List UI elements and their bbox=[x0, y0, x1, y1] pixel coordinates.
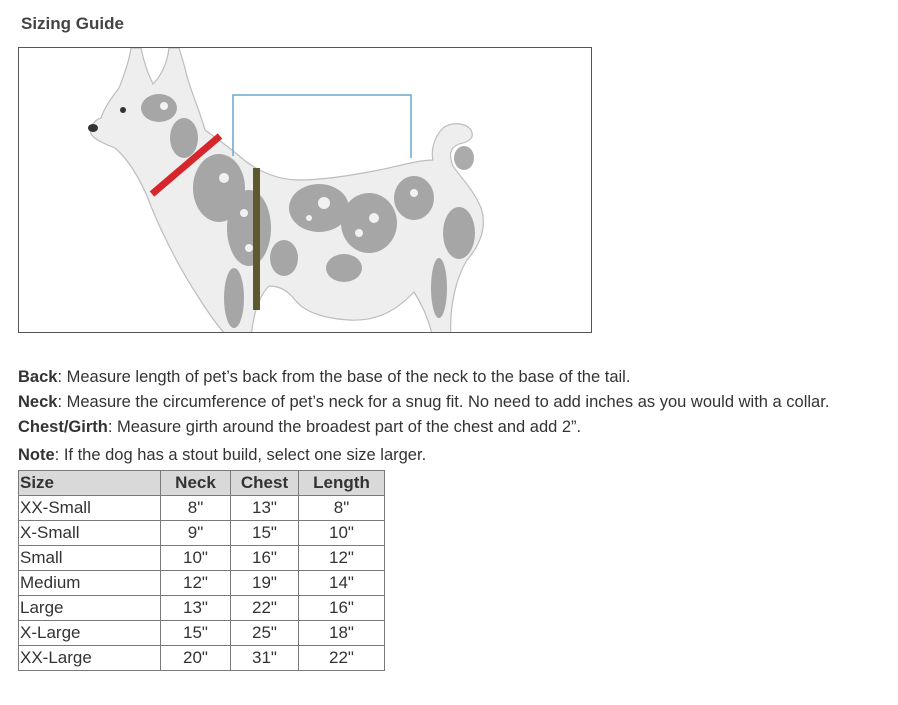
cell-length: 12" bbox=[299, 546, 385, 571]
table-row bbox=[19, 596, 385, 621]
cell-neck: 8" bbox=[161, 496, 231, 521]
note-instruction bbox=[18, 443, 893, 468]
cell-length: 14" bbox=[299, 571, 385, 596]
header-neck: Neck bbox=[161, 471, 231, 496]
cell-chest: 16" bbox=[231, 546, 299, 571]
cell-chest: 22" bbox=[231, 596, 299, 621]
chest-girth-line bbox=[253, 168, 260, 310]
table-row bbox=[19, 496, 385, 521]
cell-chest: 15" bbox=[231, 521, 299, 546]
cell-neck: 9" bbox=[161, 521, 231, 546]
note-label: Note bbox=[18, 446, 55, 464]
cell-neck: 20" bbox=[161, 646, 231, 671]
back-length-bracket bbox=[233, 95, 411, 158]
cell-length: 10" bbox=[299, 521, 385, 546]
cell-length: 8" bbox=[299, 496, 385, 521]
table-row bbox=[19, 546, 385, 571]
table-header-row bbox=[19, 471, 385, 496]
neck-instruction bbox=[18, 390, 893, 415]
measurement-instructions bbox=[18, 365, 893, 468]
cell-length: 22" bbox=[299, 646, 385, 671]
cell-size: Large bbox=[19, 596, 161, 621]
cell-neck: 12" bbox=[161, 571, 231, 596]
header-size: Size bbox=[19, 471, 161, 496]
neck-text: : Measure the circumference of pet’s neck for a snug fit. No need to add inches as you would with a collar. bbox=[57, 393, 830, 411]
dog-illustration bbox=[19, 48, 591, 332]
note-text: : If the dog has a stout build, select one size larger. bbox=[54, 446, 427, 464]
cell-size: XX-Small bbox=[19, 496, 161, 521]
page-title: Sizing Guide bbox=[21, 14, 124, 33]
dog-eye bbox=[120, 107, 126, 113]
header-length: Length bbox=[299, 471, 385, 496]
cell-chest: 25" bbox=[231, 621, 299, 646]
chest-text: : Measure girth around the broadest part of the chest and add 2”. bbox=[107, 418, 582, 436]
size-chart-table bbox=[18, 470, 385, 671]
back-text: : Measure length of pet’s back from the base of the neck to the base of the tail. bbox=[57, 368, 631, 386]
cell-chest: 19" bbox=[231, 571, 299, 596]
cell-neck: 13" bbox=[161, 596, 231, 621]
chest-label: Chest/Girth bbox=[18, 418, 108, 436]
dog-nose bbox=[88, 124, 98, 132]
table-row bbox=[19, 521, 385, 546]
table-row bbox=[19, 621, 385, 646]
cell-size: Medium bbox=[19, 571, 161, 596]
cell-length: 16" bbox=[299, 596, 385, 621]
table-row bbox=[19, 646, 385, 671]
cell-size: X-Small bbox=[19, 521, 161, 546]
sizing-figure bbox=[18, 47, 592, 333]
cell-neck: 15" bbox=[161, 621, 231, 646]
back-instruction bbox=[18, 365, 893, 390]
cell-size: X-Large bbox=[19, 621, 161, 646]
cell-chest: 13" bbox=[231, 496, 299, 521]
cell-neck: 10" bbox=[161, 546, 231, 571]
cell-size: XX-Large bbox=[19, 646, 161, 671]
chest-instruction bbox=[18, 415, 893, 440]
cell-size: Small bbox=[19, 546, 161, 571]
back-label: Back bbox=[18, 368, 58, 386]
header-chest: Chest bbox=[231, 471, 299, 496]
cell-length: 18" bbox=[299, 621, 385, 646]
table-row bbox=[19, 571, 385, 596]
neck-label: Neck bbox=[18, 393, 58, 411]
cell-chest: 31" bbox=[231, 646, 299, 671]
